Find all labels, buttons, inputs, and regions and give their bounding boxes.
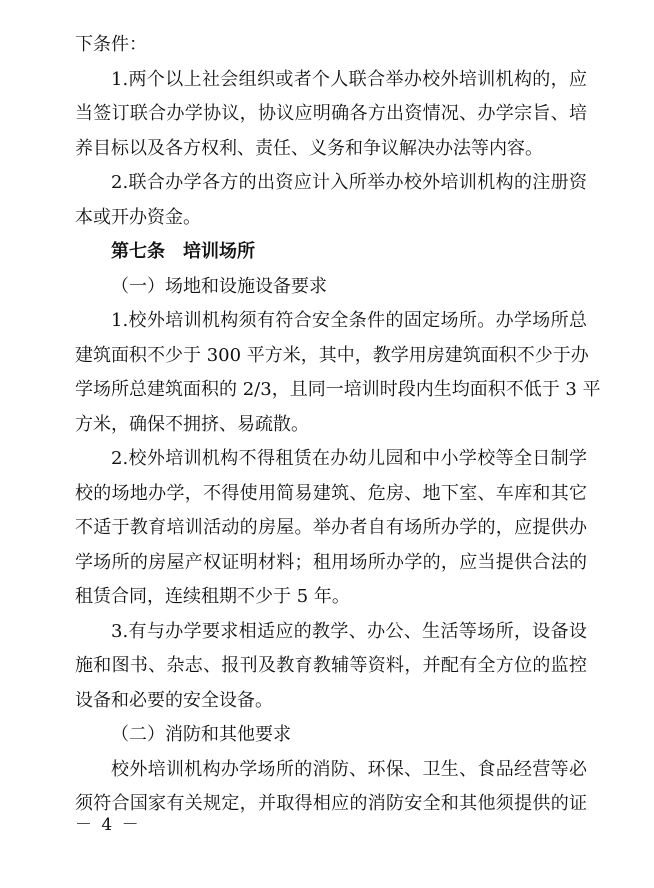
text-line: 1.两个以上社会组织或者个人联合举办校外培训机构的，应 <box>111 68 587 90</box>
subsection-heading: （二）消防和其他要求 <box>111 724 291 745</box>
text-line: 须符合国家有关规定，并取得相应的消防安全和其他须提供的证 <box>75 793 587 814</box>
text-line: 设备和必要的安全设备。 <box>75 689 273 711</box>
text-line: 养目标以及各方权利、责任、义务和争议解决办法等内容。 <box>75 137 543 159</box>
text-line: 校的场地办学，不得使用简易建筑、危房、地下室、车库和其它 <box>75 482 587 504</box>
text-line: 校外培训机构办学场所的消防、环保、卫生、食品经营等必 <box>111 758 587 780</box>
text-line: 不适于教育培训活动的房屋。举办者自有场所办学的，应提供办 <box>75 517 587 538</box>
text-line: 下条件： <box>75 34 147 55</box>
text-line: 建筑面积不少于 300 平方米，其中，教学用房建筑面积不少于办 <box>75 344 589 366</box>
text-line: 学场所总建筑面积的 2/3，且同一培训时段内生均面积不低于 3 平 <box>75 379 601 400</box>
text-line: 方米，确保不拥挤、易疏散。 <box>75 413 309 435</box>
text-line: 2.校外培训机构不得租赁在办幼儿园和中小学校等全日制学 <box>111 448 587 469</box>
text-line: 学场所的房屋产权证明材料；租用场所办学的，应当提供合法的 <box>75 551 587 573</box>
text-line: 3.有与办学要求相适应的教学、办公、生活等场所，设备设 <box>111 620 587 642</box>
section-heading: 第七条 培训场所 <box>111 241 255 262</box>
text-line: 本或开办资金。 <box>75 206 201 228</box>
text-line: 1.校外培训机构须有符合安全条件的固定场所。办学场所总 <box>111 310 587 331</box>
subsection-heading: （一）场地和设施设备要求 <box>111 275 327 297</box>
text-line: 当签订联合办学协议，协议应明确各方出资情况、办学宗旨、培 <box>75 103 587 124</box>
text-line: 2.联合办学各方的出资应计入所举办校外培训机构的注册资 <box>111 172 587 193</box>
text-line: 租赁合同，连续租期不少于 5 年。 <box>75 586 350 607</box>
text-line: 施和图书、杂志、报刊及教育教辅等资料，并配有全方位的监控 <box>75 655 587 676</box>
document-body <box>75 28 601 822</box>
page-number: － 4 － <box>75 815 141 835</box>
